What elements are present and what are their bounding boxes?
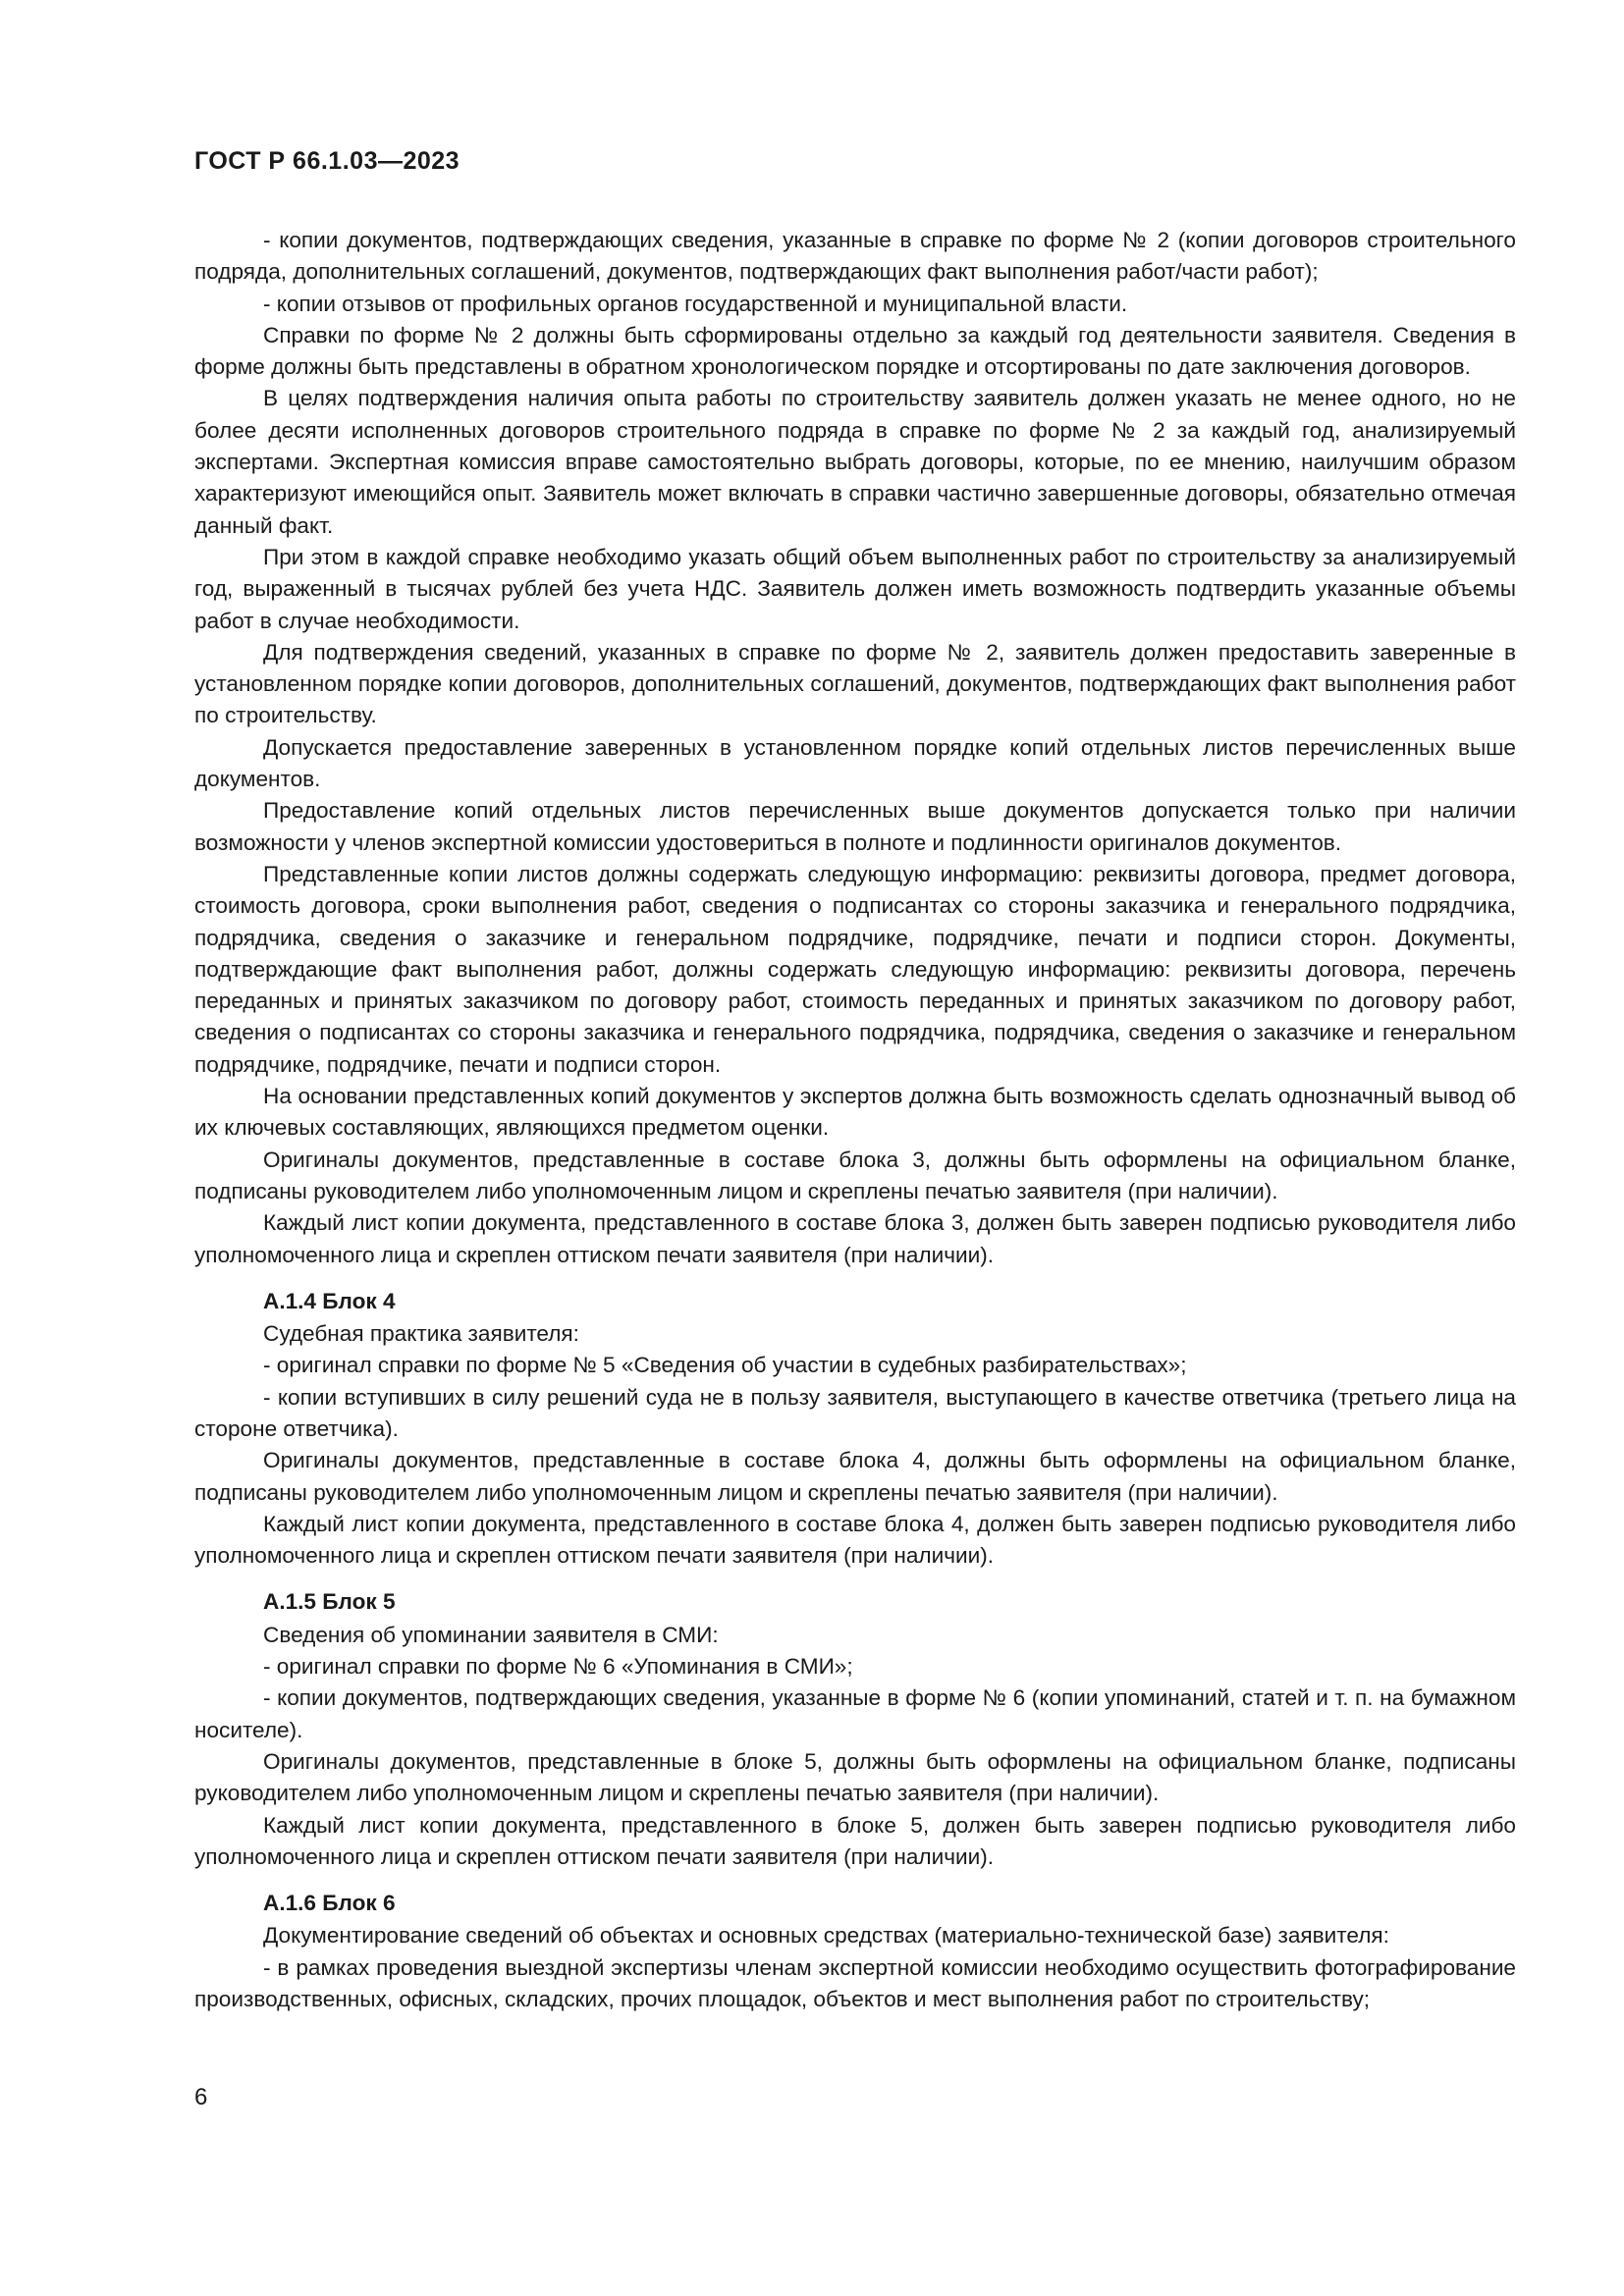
paragraph: На основании представленных копий документов у экспертов должна быть возможность сделать однозначный вывод об их ключевых составляющих, являющихся предметом оценки. (194, 1084, 1516, 1141)
paragraph: - копии отзывов от профильных органов государственной и муниципальной власти. (263, 291, 1128, 316)
paragraph: Допускается предоставление заверенных в установленном порядке копий отдельных листов перечисленных выше документов. (194, 734, 1516, 792)
paragraph: Для подтверждения сведений, указанных в справке по форме № 2, заявитель должен предоставить заверенные в установленном порядке копии договоров, дополнительных соглашений, документов, подтверждающих факт выполнения работ по строительству. (194, 639, 1516, 728)
paragraph: - копии документов, подтверждающих сведения, указанные в форме № 6 (копии упоминаний, статей и т. п. на бумажном носителе). (194, 1685, 1516, 1742)
section-heading-a14: А.1.4 Блок 4 (263, 1288, 396, 1313)
paragraph: - оригинал справки по форме № 5 «Сведения об участии в судебных разбирательствах»; (263, 1353, 1187, 1378)
paragraph: Сведения об упоминании заявителя в СМИ: (263, 1622, 719, 1647)
paragraph: - копии вступивших в силу решений суда не в пользу заявителя, выступающего в качестве ответчика (третьего лица на стороне ответчика). (194, 1384, 1516, 1441)
paragraph: Оригиналы документов, представленные в блоке 5, должны быть оформлены на официальном бланке, подписаны руководителем либо уполномоченным лицом и скреплены печатью заявителя (при наличии). (194, 1748, 1516, 1806)
paragraph: Справки по форме № 2 должны быть сформированы отдельно за каждый год деятельности заявителя. Сведения в форме должны быть представлены в обратном хронологическом порядке и отсортированы по дате заключения договоров. (194, 322, 1516, 380)
paragraph: - в рамках проведения выездной экспертизы членам экспертной комиссии необходимо осуществить фотографирование производственных, офисных, складских, прочих площадок, объектов и мест выполнения работ по строительству; (194, 1954, 1516, 2012)
document-header: ГОСТ Р 66.1.03—2023 (194, 147, 460, 175)
paragraph: Каждый лист копии документа, представленного в блоке 5, должен быть заверен подписью руководителя либо уполномоченного лица и скреплен оттиском печати заявителя (при наличии). (194, 1812, 1516, 1869)
document-body (194, 225, 1516, 2015)
paragraph: - копии документов, подтверждающих сведения, указанные в справке по форме № 2 (копии договоров строительного подряда, дополнительных соглашений, документов, подтверждающих факт выполнения работ/части работ); (194, 228, 1516, 285)
paragraph: При этом в каждой справке необходимо указать общий объем выполненных работ по строительству за анализируемый год, выраженный в тысячах рублей без учета НДС. Заявитель должен иметь возможность подтвердить указанные объемы работ в случае необходимости. (194, 544, 1516, 633)
paragraph: Документирование сведений об объектах и основных средствах (материально-технической базе) заявителя: (263, 1923, 1389, 1949)
paragraph: Каждый лист копии документа, представленного в составе блока 4, должен быть заверен подписью руководителя либо уполномоченного лица и скреплен оттиском печати заявителя (при наличии). (194, 1511, 1516, 1569)
paragraph: - оригинал справки по форме № 6 «Упоминания в СМИ»; (263, 1654, 853, 1680)
paragraph: Оригиналы документов, представленные в составе блока 3, должны быть оформлены на официальном бланке, подписаны руководителем либо уполномоченным лицом и скреплены печатью заявителя (при наличии). (194, 1147, 1516, 1203)
paragraph: Оригиналы документов, представленные в составе блока 4, должны быть оформлены на официальном бланке, подписаны руководителем либо уполномоченным лицом и скреплены печатью заявителя (при наличии). (194, 1448, 1516, 1505)
section-heading-a15: А.1.5 Блок 5 (263, 1589, 396, 1615)
paragraph: Каждый лист копии документа, представленного в составе блока 3, должен быть заверен подписью руководителя либо уполномоченного лица и скреплен оттиском печати заявителя (при наличии). (194, 1210, 1516, 1267)
page-number: 6 (194, 2084, 208, 2110)
paragraph: Представленные копии листов должны содержать следующую информацию: реквизиты договора, предмет договора, стоимость договора, сроки выполнения работ, сведения о подписантах со стороны заказчика и генерального подрядчика, подрядчика, сведения о заказчике и генеральном подрядчике, подрядчике, печати и подписи сторон. Документы, подтверждающие факт выполнения работ, должны содержать следующую информацию: реквизиты договора, перечень переданных и принятых заказчиком по договору работ, стоимость переданных и принятых заказчиком по договору работ, сведения о подписантах со стороны заказчика и генерального подрядчика, подрядчика, сведения о заказчике и генеральном подрядчике, подрядчике, печати и подписи сторон. (194, 861, 1516, 1077)
section-heading-a16: А.1.6 Блок 6 (263, 1891, 396, 1916)
paragraph: Судебная практика заявителя: (263, 1321, 579, 1347)
paragraph: Предоставление копий отдельных листов перечисленных выше документов допускается только при наличии возможности у членов экспертной комиссии удостовериться в полноте и подлинности оригиналов документов. (194, 798, 1516, 855)
paragraph: В целях подтверждения наличия опыта работы по строительству заявитель должен указать не менее одного, но не более десяти исполненных договоров строительного подряда в справке по форме № 2 за каждый год, анализируемый экспертами. Экспертная комиссия вправе самостоятельно выбрать договоры, которые, по ее мнению, наилучшим образом характеризуют имеющийся опыт. Заявитель может включать в справки частично завершенные договоры, обязательно отмечая данный факт. (194, 386, 1516, 538)
